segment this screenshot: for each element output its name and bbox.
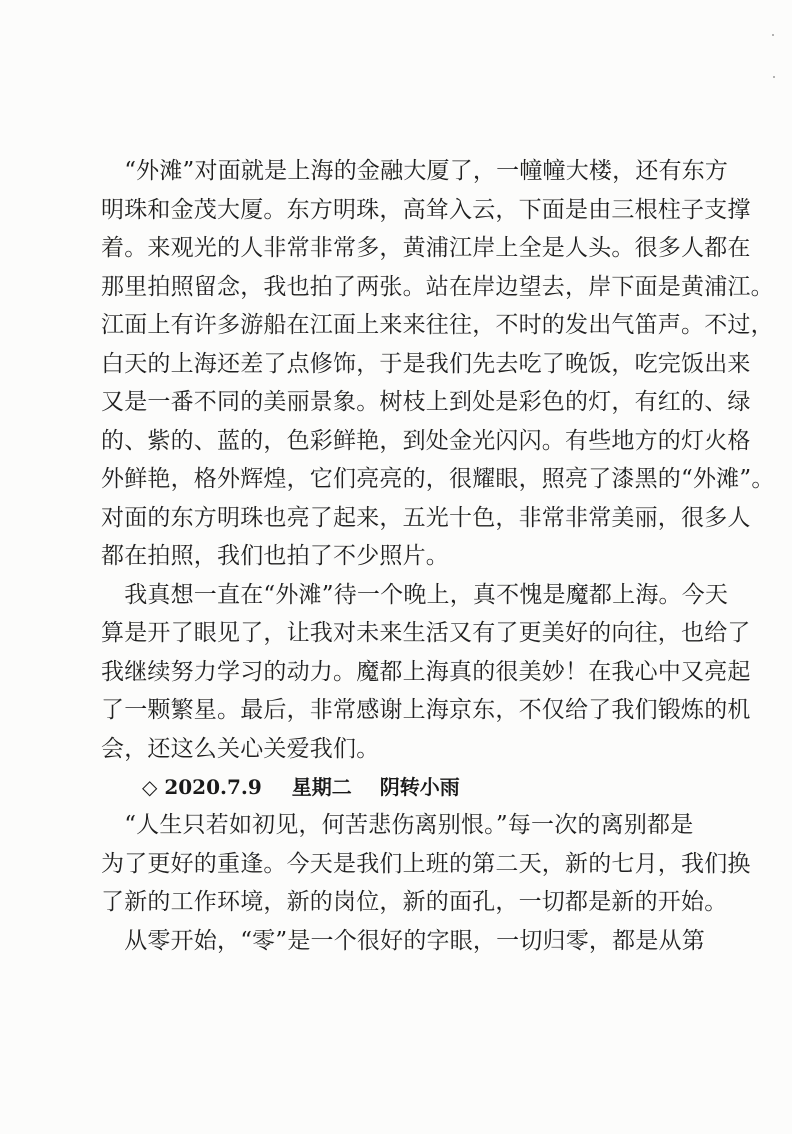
text-line: 对面的东方明珠也亮了起来，五光十色，非常非常美丽，很多人 (101, 504, 751, 531)
text-line: 江面上有许多游船在江面上来来往往，不时的发出气笛声。不过， (101, 312, 774, 338)
scan-speck (772, 34, 774, 36)
diary-entry-heading (142, 770, 460, 804)
text-line: 都在拍照，我们也拍了不少照片。 (101, 543, 449, 569)
text-line: 白天的上海还差了点修饰，于是我们先去吃了晚饭，吃完饭出来 (101, 350, 751, 377)
text-line: 了新的工作环境，新的岗位，新的面孔，一切都是新的开始。 (101, 889, 728, 915)
text-line: 算是开了眼见了，让我对未来生活又有了更美好的向往，也给了 (101, 620, 751, 646)
text-line: “外滩”对面就是上海的金融大厦了，一幢幢大楼，还有东方 (101, 158, 729, 184)
text-line: 那里拍照留念，我也拍了两张。站在岸边望去，岸下面是黄浦江。 (101, 273, 774, 300)
text-line: 我真想一直在“外滩”待一个晚上，真不愧是魔都上海。今天 (101, 581, 729, 608)
text-line: 为了更好的重逢。今天是我们上班的第二天，新的七月，我们换 (101, 850, 751, 877)
text-line: 明珠和金茂大厦。东方明珠，高耸入云，下面是由三根柱子支撑 (101, 196, 751, 223)
entry-weather: 阴转小雨 (379, 775, 460, 799)
text-line: “人生只若如初见，何苦悲伤离别恨。”每一次的离别都是 (101, 812, 694, 838)
text-line: 着。来观光的人非常非常多，黄浦江岸上全是人头。很多人都在 (101, 235, 751, 261)
entry-weekday: 星期二 (291, 775, 352, 799)
scan-speck (773, 76, 775, 78)
entry-date: ◇ 2020.7.9 (142, 775, 262, 799)
text-line: 会，还这么关心关爱我们。 (101, 735, 380, 762)
text-line: 的、紫的、蓝的，色彩鲜艳，到处金光闪闪。有些地方的灯火格 (101, 427, 751, 454)
text-line: 从零开始，“零”是一个很好的字眼，一切归零，都是从第 (101, 927, 705, 954)
text-line: 又是一番不同的美丽景象。树枝上到处是彩色的灯，有红的、绿 (101, 389, 751, 415)
text-line: 了一颗繁星。最后，非常感谢上海京东，不仅给了我们锻炼的机 (101, 697, 751, 723)
diary-entry-text-top (101, 152, 775, 768)
text-line: 我继续努力学习的动力。魔都上海真的很美妙！在我心中又亮起 (101, 658, 751, 685)
diary-entry-text-bottom (101, 806, 751, 960)
text-line: 外鲜艳，格外辉煌，它们亮亮的，很耀眼，照亮了漆黑的“外滩”。 (101, 466, 775, 492)
